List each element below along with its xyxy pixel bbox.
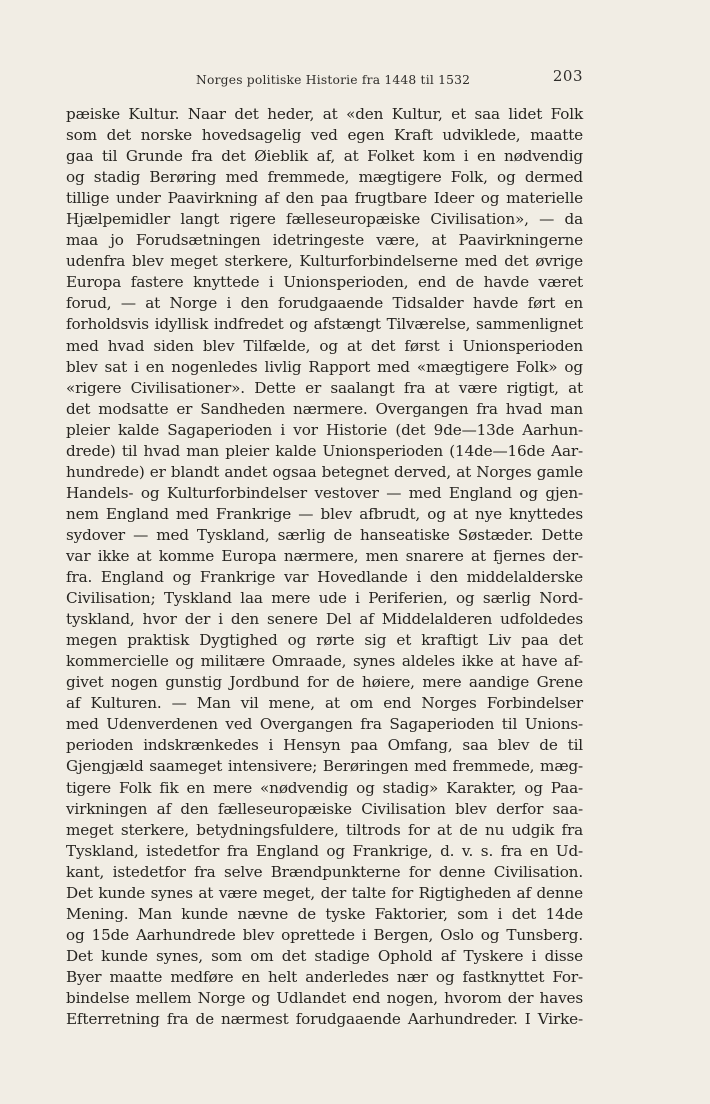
page-number: 203 <box>552 67 583 85</box>
text-line: «rigere Civilisationer». Dette er saalangt fra at være rigtigt, at <box>66 378 583 397</box>
text-line: Tyskland, istedetfor fra England og Frankrige, d. v. s. fra en Ud- <box>66 841 583 860</box>
text-line: tigere Folk fik en mere «nødvendig og stadig» Karakter, og Paa- <box>66 778 583 797</box>
text-line: og stadig Berøring med fremmede, mægtigere Folk, og dermed <box>66 168 583 187</box>
text-line: meget sterkere, betydningsfuldere, tiltrods for at de nu udgik fra <box>66 820 583 839</box>
text-line: Hjælpemidler langt rigere fælleseuropæiske Civilisation», — da <box>66 210 583 229</box>
text-line: forholdsvis idyllisk indfredet og afstængt Tilværelse, sammenlignet <box>66 315 583 334</box>
text-line: sydover — med Tyskland, særlig de hanseatiske Søstæder. Dette <box>66 525 583 544</box>
page-header <box>66 67 583 89</box>
text-line: hundrede) er blandt andet ogsaa betegnet derved, at Norges gamle <box>66 462 583 481</box>
text-line: virkningen af den fælleseuropæiske Civilisation blev derfor saa- <box>66 799 583 818</box>
text-line: blev sat i en nogenledes livlig Rapport med «mægtigere Folk» og <box>66 357 583 376</box>
text-line: Gjengjæld saameget intensivere; Berøringen med fremmede, mæg- <box>66 757 583 776</box>
text-line: maa jo Forudsætningen idetringeste være, at Paavirkningerne <box>66 231 583 250</box>
text-line: Civilisation; Tyskland laa mere ude i Periferien, og særlig Nord- <box>66 589 583 608</box>
text-line: perioden indskrænkedes i Hensyn paa Omfang, saa blev de til <box>66 736 583 755</box>
text-line: gaa til Grunde fra det Øieblik af, at Folket kom i en nødvendig <box>66 147 583 166</box>
text-line: pæiske Kultur. Naar det heder, at «den Kultur, et saa lidet Folk <box>66 105 583 123</box>
running-head: Norges politiske Historie fra 1448 til 1532 <box>196 73 471 87</box>
text-line: Handels- og Kulturforbindelser vestover — med England og gjen- <box>66 483 583 502</box>
text-line: nem England med Frankrige — blev afbrudt, og at nye knyttedes <box>66 504 583 523</box>
text-line: med hvad siden blev Tilfælde, og at det først i Unionsperioden <box>66 336 583 355</box>
text-line: af Kulturen. — Man vil mene, at om end Norges Forbindelser <box>66 694 583 713</box>
text-line: det modsatte er Sandheden nærmere. Overgangen fra hvad man <box>66 399 583 418</box>
text-line: bindelse mellem Norge og Udlandet end nogen, hvorom der haves <box>66 988 583 1007</box>
text-line: givet nogen gunstig Jordbund for de høiere, mere aandige Grene <box>66 673 583 692</box>
text-line: tillige under Paavirkning af den paa frugtbare Ideer og materielle <box>66 189 583 208</box>
text-line: og 15de Aarhundrede blev oprettede i Bergen, Oslo og Tunsberg. <box>66 925 583 944</box>
text-line: med Udenverdenen ved Overgangen fra Sagaperioden til Unions- <box>66 715 583 734</box>
text-line: drede) til hvad man pleier kalde Unionsperioden (14de—16de Aar- <box>66 441 583 460</box>
text-line: megen praktisk Dygtighed og rørte sig et kraftigt Liv paa det <box>66 631 583 650</box>
text-line: Det kunde synes, som om det stadige Ophold af Tyskere i disse <box>66 946 583 965</box>
text-line: forud, — at Norge i den forudgaaende Tidsalder havde ført en <box>66 294 583 313</box>
text-line: Mening. Man kunde nævne de tyske Faktorier, som i det 14de <box>66 904 583 923</box>
text-line: var ikke at komme Europa nærmere, men snarere at fjernes der- <box>66 546 583 565</box>
text-line: pleier kalde Sagaperioden i vor Historie (det 9de—13de Aarhun- <box>66 420 583 439</box>
text-line: udenfra blev meget sterkere, Kulturforbindelserne med det øvrige <box>66 252 583 271</box>
text-line: kommercielle og militære Omraade, synes aldeles ikke at have af- <box>66 652 583 671</box>
text-line: Byer maatte medføre en helt anderledes nær og fastknyttet For- <box>66 967 583 986</box>
text-line: som det norske hovedsagelig ved egen Kraft udviklede, maatte <box>66 126 583 145</box>
text-line: Europa fastere knyttede i Unionsperioden, end de havde været <box>66 273 583 292</box>
text-line: tyskland, hvor der i den senere Del af Middelalderen udfoldedes <box>66 610 583 629</box>
text-line: Det kunde synes at være meget, der talte for Rigtigheden af denne <box>66 883 583 902</box>
text-line: Efterretning fra de nærmest forudgaaende Aarhundreder. I Virke- <box>66 1010 583 1029</box>
body-text <box>66 104 583 1030</box>
text-line: fra. England og Frankrige var Hovedlande i den middelalderske <box>66 568 583 587</box>
text-line: kant, istedetfor fra selve Brændpunkterne for denne Civilisation. <box>66 862 583 881</box>
